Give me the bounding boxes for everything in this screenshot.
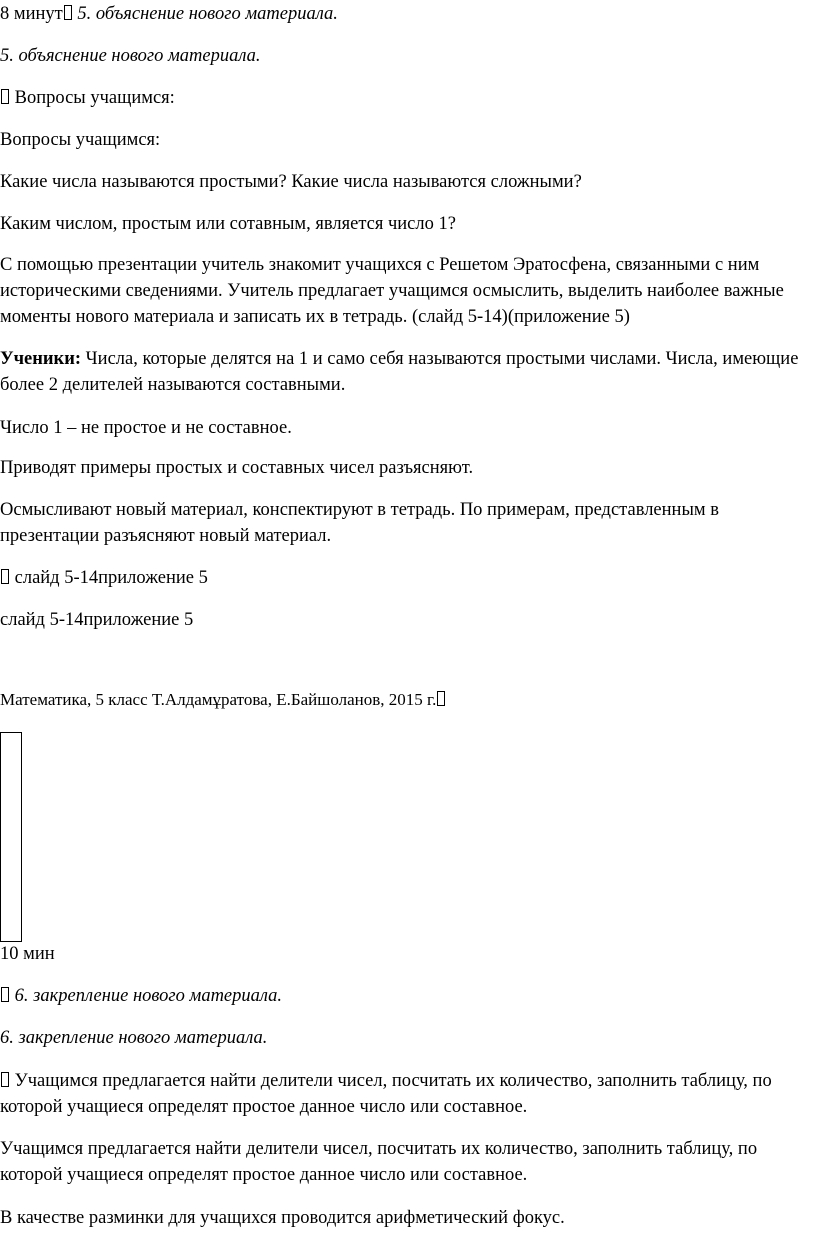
- students-paragraph: [0, 346, 810, 398]
- questions-label: Вопросы учащимся:: [14, 88, 175, 108]
- section-heading-6: 6. закрепление нового материала.: [14, 986, 283, 1006]
- warmup-line: В качестве разминки для учащихся проводится арифметический фокус.: [0, 1208, 565, 1228]
- time-label-10: 10 мин: [0, 944, 55, 964]
- section-heading-5-repeat: 5. объяснение нового материала.: [0, 46, 261, 66]
- source-line: [0, 688, 446, 712]
- question-1: Какие числа называются простыми? Какие числа называются сложными?: [0, 172, 582, 192]
- line-time-heading: [0, 2, 338, 26]
- questions-label-line: [0, 86, 175, 110]
- section-heading-6-repeat: 6. закрепление нового материала.: [0, 1028, 268, 1048]
- section-heading-6-line: [0, 984, 282, 1008]
- missing-glyph-icon: [437, 691, 445, 706]
- empty-frame: [0, 732, 22, 942]
- number-one-statement: Число 1 – не простое и не составное.: [0, 418, 292, 438]
- task-paragraph: Учащимся предлагается найти делители чисел, посчитать их количество, заполнить таблицу, по которой учащиеся определят простое данное число или составное.: [0, 1071, 772, 1117]
- missing-glyph-icon: [1, 1072, 9, 1087]
- slide-ref-line: [0, 566, 208, 590]
- comprehend-paragraph: Осмысливают новый материал, конспектируют в тетрадь. По примерам, представленным в презентации разъясняют новый материал.: [0, 500, 719, 546]
- questions-label-repeat: Вопросы учащимся:: [0, 130, 161, 150]
- task-paragraph-repeat: Учащимся предлагается найти делители чисел, посчитать их количество, заполнить таблицу, по которой учащиеся определят простое данное число или составное.: [0, 1139, 758, 1185]
- students-text: Числа, которые делятся на 1 и само себя называются простыми числами. Числа, имеющие более 2 делителей называются составными.: [0, 349, 799, 395]
- source-citation: Математика, 5 класс Т.Алдамұратова, Е.Байшоланов, 2015 г.: [0, 690, 437, 709]
- slide-ref: слайд 5-14приложение 5: [14, 568, 208, 588]
- question-2: Каким числом, простым или сотавным, является число 1?: [0, 214, 456, 234]
- missing-glyph-icon: [1, 89, 9, 104]
- missing-glyph-icon: [1, 987, 9, 1002]
- slide-ref-repeat: слайд 5-14приложение 5: [0, 610, 194, 630]
- missing-glyph-icon: [64, 5, 72, 20]
- missing-glyph-icon: [1, 569, 9, 584]
- section-heading-5: 5. объяснение нового материала.: [77, 4, 338, 24]
- task-paragraph-line: [0, 1068, 810, 1120]
- time-label: 8 минут: [0, 4, 63, 24]
- students-label: Ученики:: [0, 349, 82, 369]
- examples-line: Приводят примеры простых и составных чисел разъясняют.: [0, 458, 474, 478]
- teacher-paragraph: С помощью презентации учитель знакомит учащихся с Решетом Эратосфена, связанными с ним историческими сведениями. Учитель предлагает учащимся осмыслить, выделить наиболее важные моменты нового материала и записать их в тетрадь. (слайд 5-14)(приложение 5): [0, 255, 784, 327]
